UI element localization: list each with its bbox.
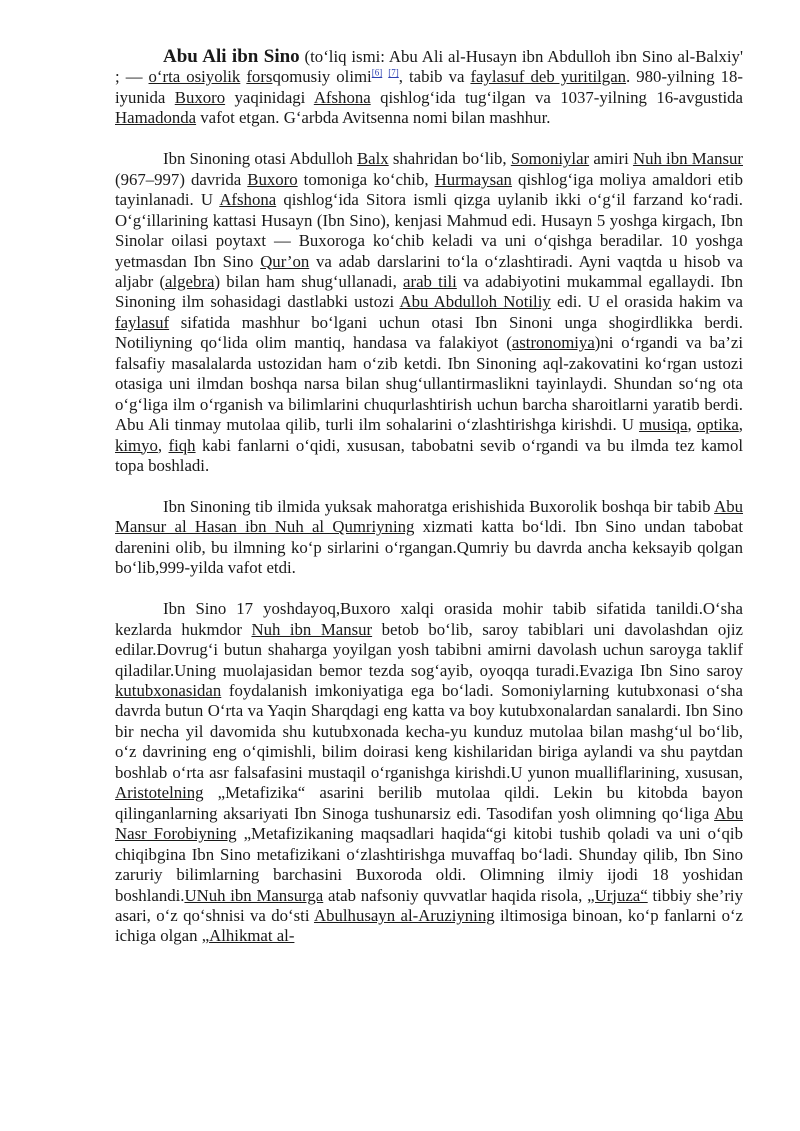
link-fiqh[interactable]: fiqh bbox=[168, 435, 196, 455]
link-abulhusayn-aruziy[interactable]: Abulhusayn al-Aruziyning bbox=[313, 905, 495, 925]
link-afshona[interactable]: Afshona bbox=[313, 87, 371, 107]
paragraph-childhood: Ibn Sinoning otasi Abdulloh Balx shahridan bo‘lib, Somoniylar amiri Nuh ibn Mansur (967–997) davrida Buxoro tomoniga ko‘chib, Hurmaysan qishlog‘iga moliya amaldori etib tayinlanadi. U Afshona qishlog‘ida Sitora ismli qizga uylanib ikki o‘g‘il farzand ko‘radi. O‘g‘illarining kattasi Husayn (Ibn Sino), kenjasi Mahmud edi. Husayn 5 yoshga kirgach, Ibn Sinolar oilasi poytaxt — Buxoroga ko‘chib keladi va uni o‘qishga beradilar. 10 yoshga yetmasdan Ibn Sino Qur’on va adab darslarini to‘la o‘zlashtiradi. Ayni vaqtda u hisob va aljabr (algebra) bilan ham shug‘ullanadi, arab tili va adabiyotini mukammal egallaydi. Ibn Sinoning ilm sohasidagi dastlabki ustozi Abu Abdulloh Notiliy edi. U el orasida hakim va faylasuf sifatida mashhur bo‘lgani uchun otasi Ibn Sinoni unga shogirdlikka berdi. Notiliyning qo‘lida olim mantiq, handasa va falakiyot (astronomiya)ni o‘rgandi va ba’zi falsafiy masalalarda ustozidan ham o‘zib ketdi. Ibn Sinoning aql-zakovatini ko‘rgan ustozi otasiga uni ilmdan boshqa narsa bilan shug‘ullantirmaslikni tayinlaydi. Shundan so‘ng ota o‘g‘liga ilm o‘rganish va bilimlarini chuqurlashtirish uchun barcha sharoitlarni yaratib berdi. Abu Ali tinmay mutolaa qilib, turli ilm sohalarini o‘zlashtirishga kirishdi. U musiqa, optika, kimyo, fiqh kabi fanlarni o‘qidi, xususan, tabobatni sevib o‘rgandi va bu ilmda tez kamol topa boshladi. bbox=[115, 149, 744, 476]
link-nuh-ibn-mansur[interactable]: Nuh ibn Mansur bbox=[251, 619, 373, 639]
link-arab-tili[interactable]: arab tili bbox=[403, 271, 457, 291]
link-afshona[interactable]: Afshona bbox=[219, 190, 277, 210]
link-buxoro[interactable]: Buxoro bbox=[174, 87, 226, 107]
link-hamadon[interactable]: Hamadonda bbox=[115, 108, 197, 128]
link-somoniylar[interactable]: Somoniylar bbox=[510, 149, 590, 169]
link-buxoro[interactable]: Buxoro bbox=[247, 169, 298, 189]
link-hurmaysan[interactable]: Hurmaysan bbox=[434, 169, 512, 189]
article-title: Abu Ali ibn Sino bbox=[163, 46, 300, 67]
link-urjuza[interactable]: „Urjuza“ bbox=[587, 885, 648, 905]
link-balx[interactable]: Balx bbox=[356, 149, 389, 169]
link-aristotel[interactable]: Aristotelning bbox=[115, 783, 204, 803]
link-faylasuf[interactable]: faylasuf deb yuritilgan bbox=[470, 67, 627, 87]
paragraph-youth: Ibn Sino 17 yoshdayoq,Buxoro xalqi orasida mohir tabib sifatida tanildi.O‘sha kezlarda hukmdor Nuh ibn Mansur betob bo‘lib, saroy tabiblari uni davolashdan ojiz edilar.Dovrug‘i butun shaharga yoyilgan yosh tabibni amirni davolash uchun saroyga taklif qiladilar.Uning muolajasidan bemor tezda sog‘ayib, oyoqqa turadi.Evaziga Ibn Sino saroy kutubxonasidan foydalanish imkoniyatiga ega bo‘ladi. Somoniylarning kutubxonasi o‘sha davrda butun O‘rta va Yaqin Sharqdagi eng katta va boy kutubxonalardan sanalardi. Ibn Sino bir necha yil davomida shu kutubxonada kecha-yu kunduz mutolaa bilan mashg‘ul bo‘lib, o‘z davrining eng o‘qimishli, bilim doirasi keng kishilaridan biriga aylandi va shu paytdan boshlab o‘rta asr falsafasini mustaqil o‘rganishga kirishdi.U yunon mualliflarining, xususan, Aristotelning „Metafizika“ asarini berilib mutolaa qildi. Lekin bu kitobda bayon qilinganlarning aksariyati Ibn Sinoga tushunarsiz edi. Tasodifan yosh olimning qo‘liga Abu Nasr Forobiyning „Metafizikaning maqsadlari haqida“gi kitobi tushib qoladi va uni o‘qib chiqibgina Ibn Sino metafizikani o‘zlashtirishga muvaffaq bo‘ladi. Shunday qilib, Ibn Sino zaruriy bilimlarning barchasini Buxoroda oldi. Olimning ilmiy ijodi 18 yoshidan boshlandi.UNuh ibn Mansurga atab nafsoniy quvvatlar haqida risola, „Urjuza“ tibbiy she’riy asari, o‘z qo‘shnisi va do‘sti Abulhusayn al-Aruziyning iltimosiga binoan, ko‘p fanlarni o‘z ichiga olgan „Alhikmat al- bbox=[115, 599, 743, 946]
reference-6[interactable]: [6] bbox=[371, 67, 383, 78]
link-quron[interactable]: Qur’on bbox=[260, 251, 310, 271]
link-abu-mansur-qumriy[interactable]: Abu Mansur al Hasan ibn Nuh al Qumriyning bbox=[115, 496, 743, 537]
link-kutubxona[interactable]: kutubxonasidan bbox=[115, 681, 222, 700]
link-alhikmat[interactable]: „Alhikmat al- bbox=[201, 926, 295, 946]
link-optika[interactable]: optika bbox=[696, 415, 739, 435]
paragraph-qumriy: Ibn Sinoning tib ilmida yuksak mahoratga erishishida Buxorolik boshqa bir tabib Abu Mansur al Hasan ibn Nuh al Qumriyning xizmati katta bo‘ldi. Ibn Sino undan tabobat darenini olib, bu ilmning ko‘p sirlarini o‘rgangan.Qumriy bu davrda ancha keksayib qolgan bo‘lib,999-yilda vafot etdi. bbox=[115, 496, 743, 578]
link-abu-abdulloh-notiliy[interactable]: Abu Abdulloh Notiliy bbox=[399, 292, 551, 312]
link-forobiy[interactable]: Abu Nasr Forobiyning bbox=[115, 803, 743, 844]
link-orta-osiyolik[interactable]: o‘rta osiyolik bbox=[148, 67, 241, 87]
link-musiqa[interactable]: musiqa bbox=[639, 415, 688, 435]
paragraph-intro: Abu Ali ibn Sino (to‘liq ismi: Abu Ali al-Husayn ibn Abdulloh ibn Sino al-Balxiy' ; — o‘rta osiyolik forsqomusiy olimi[6] [7], tabib va faylasuf deb yuritilgan. 980-yilning 18-iyunida Buxoro yaqinidagi Afshona qishlog‘ida tug‘ilgan va 1037-yilning 16-avgustida Hamadonda vafot etgan. G‘arbda Avitsenna nomi bilan mashhur. bbox=[115, 46, 744, 128]
link-nuh-ibn-mansurga[interactable]: UNuh ibn Mansurga bbox=[184, 885, 324, 905]
link-algebra[interactable]: algebra bbox=[165, 271, 215, 291]
link-astronomiya[interactable]: astronomiya bbox=[511, 333, 595, 353]
link-fors[interactable]: fors bbox=[246, 67, 273, 87]
link-nuh-ibn-mansur[interactable]: Nuh ibn Mansur bbox=[632, 149, 743, 169]
reference-7[interactable]: [7] bbox=[388, 67, 399, 78]
link-kimyo[interactable]: kimyo bbox=[115, 435, 158, 455]
link-faylasuf[interactable]: faylasuf bbox=[115, 312, 170, 332]
